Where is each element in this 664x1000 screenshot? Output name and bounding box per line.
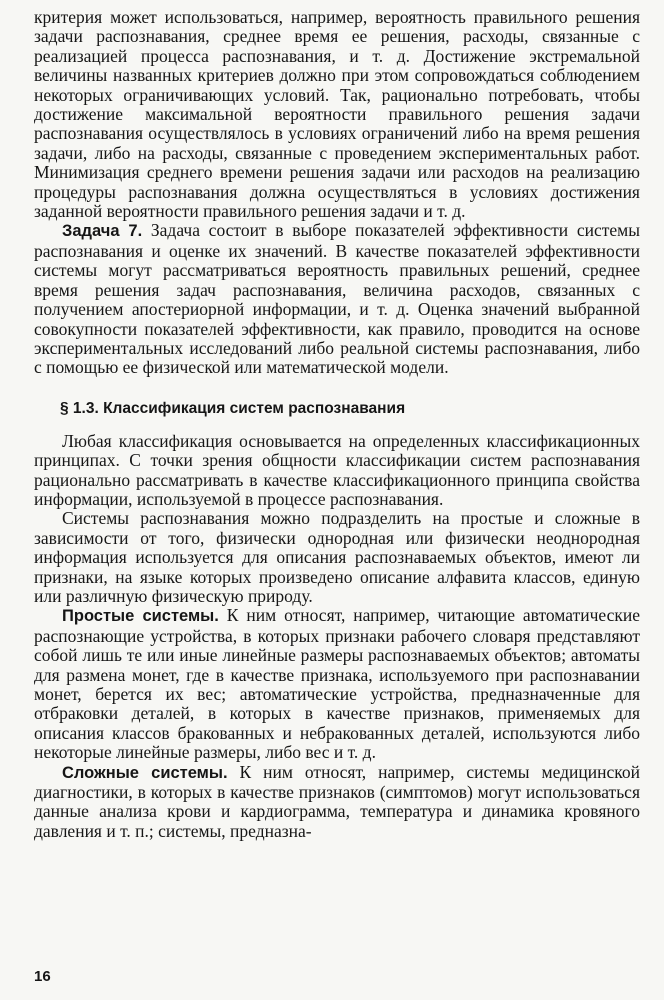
section-heading: § 1.3. Классификация систем распознавания [60, 399, 406, 417]
paragraph-criteria: критерия может использоваться, например, вероятность правильного решения задачи распознавания, среднее время ее решения, расходы, связанные с реализацией процесса распознавания, и т. д. Достижение экстремальной величины названных критериев должно при этом сопровождаться соблюдением некоторых ограничивающих условий. Так, рационально потребовать, чтобы достижение максимальной вероятности правильного решения задачи распознавания осуществлялось в условиях ограничений либо на время решения задачи, либо на расходы, связанные с проведением экспериментальных работ. Минимизация среднего времени решения задачи или расходов на реализацию процедуры распознавания должна осуществляться в условиях достижения заданной вероятности правильного решения задачи и т. д. [34, 7, 640, 222]
page-number: 16 [34, 968, 51, 985]
paragraph-simple-complex: Системы распознавания можно подразделить на простые и сложные в зависимости от того, физически однородная или физически неоднородная информация используется для описания распознаваемых объектов, имеют ли признаки, на языке которых произведено описание алфавита классов, единую или различную физическую природу. [34, 508, 640, 606]
task-7-label: Задача 7. [62, 222, 143, 241]
paragraph-classification: Любая классификация основывается на определенных классификационных принципах. С точки зрения общности классификации систем распознавания рационально рассматривать в качестве классификационного принципа свойства информации, используемой в процессе распознавания. [34, 430, 640, 509]
simple-systems-text: К ним относят, например, читающие автоматические распознающие устройства, в которых признаки рабочего словаря представляют собой лишь те или иные линейные размеры распознаваемых объектов; автоматы для размена монет, где в качестве признака, используемого при распознавании монет, берется их вес; автоматические устройства, предназначенные для отбраковки деталей, в которых в качестве признаков, применяемых для описания классов бракованных и небракованных деталей, используются либо некоторые линейные размеры, либо вес и т. д. [34, 605, 641, 763]
page-body [34, 8, 640, 841]
paragraph-complex-systems [34, 763, 640, 842]
simple-systems-label: Простые системы. [62, 607, 219, 626]
paragraph-task-7 [34, 221, 640, 377]
task-7-text: Задача состоит в выборе показателей эффективности системы распознавания и оценке их значений. В качестве показателей эффективности системы могут рассматриваться вероятность правильных решений, среднее время решения задач распознавания, величина расходов, связанных с получением апостериорной информации, и т. д. Оценка значений выбранной совокупности показателей эффективности, как правило, проводится на основе экспериментальных исследований либо реальной системы распознавания, либо с помощью ее физической или математической модели. [34, 220, 640, 378]
complex-systems-text: К ним относят, например, системы медицинской диагностики, в которых в качестве признаков (симптомов) могут использоваться данные анализа крови и кардиограмма, температура и динамика кровяного давления и т. п.; системы, предназна- [34, 761, 640, 841]
complex-systems-label: Сложные системы. [62, 763, 228, 782]
paragraph-simple-systems [34, 606, 640, 762]
